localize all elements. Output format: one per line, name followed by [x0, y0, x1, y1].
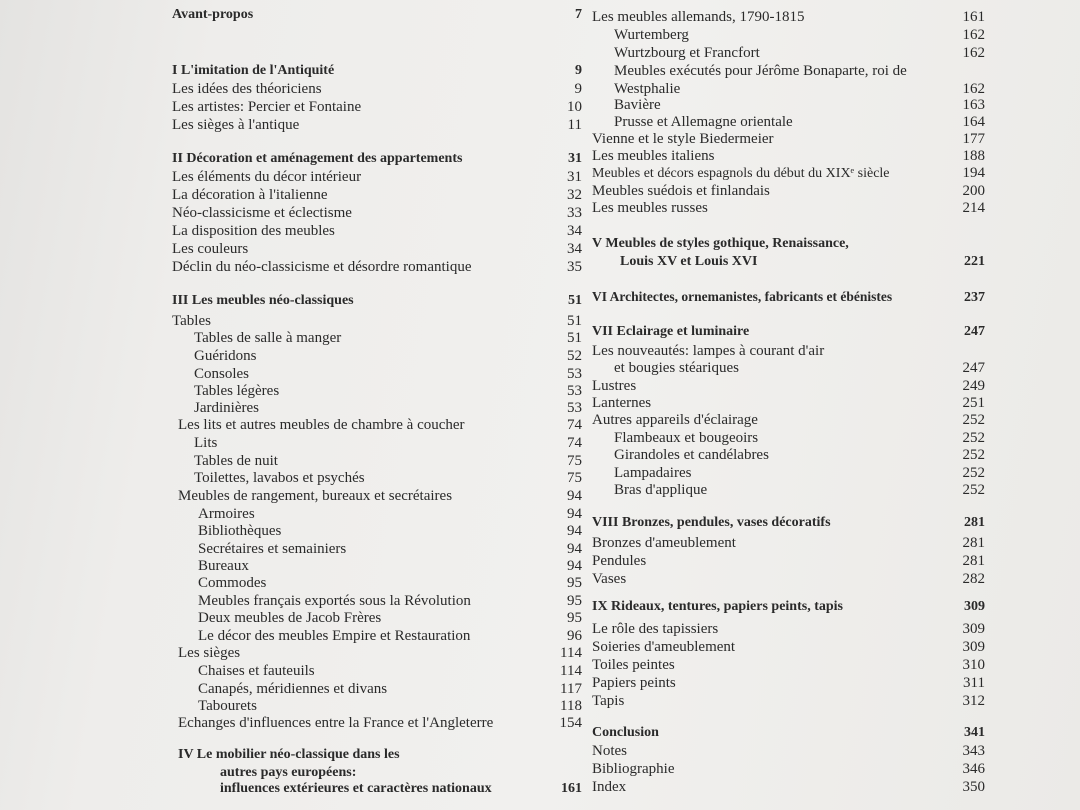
entry-page: 194 [962, 165, 985, 181]
section-title: IX Rideaux, tentures, papiers peints, tapis [592, 599, 843, 614]
toc-entry [592, 113, 985, 131]
entry-title: Bibliographie [592, 761, 675, 777]
entry-title: Bronzes d'ameublement [592, 535, 736, 551]
entry-title: La décoration à l'italienne [172, 187, 328, 203]
entry-title: Les lits et autres meubles de chambre à coucher [178, 417, 465, 433]
entry-page: 53 [567, 366, 582, 382]
toc-section-7 [592, 323, 985, 341]
entry-page: 252 [962, 430, 985, 446]
entry-page: 114 [560, 663, 582, 679]
entry-title: Toiles peintes [592, 657, 675, 673]
toc-entry [172, 505, 582, 523]
toc-entry [172, 186, 582, 204]
section-title: Conclusion [592, 725, 659, 740]
toc-entry [592, 534, 985, 552]
entry-title: Pendules [592, 553, 647, 569]
toc-section-3 [172, 292, 582, 310]
entry-page: 114 [560, 645, 582, 661]
toc-entry [172, 204, 582, 222]
section-title: III Les meubles néo-classiques [172, 293, 354, 308]
entry-title: Index [592, 779, 627, 795]
toc-entry [592, 760, 985, 778]
entry-title: Papiers peints [592, 675, 676, 691]
section-page: 51 [568, 293, 582, 308]
toc-entry [172, 540, 582, 558]
toc-entry [172, 557, 582, 575]
entry-title: Les meubles allemands, 1790-1815 [592, 9, 805, 25]
entry-title: Echanges d'influences entre la France et l'Angleterre [178, 715, 494, 731]
section-page: 309 [964, 599, 985, 614]
entry-title: Autres appareils d'éclairage [592, 412, 758, 428]
toc-section-1 [172, 62, 582, 80]
toc-entry [592, 147, 985, 165]
entry-page: 282 [962, 571, 985, 587]
entry-title: Notes [592, 743, 627, 759]
entry-page: 249 [962, 378, 985, 394]
entry-title: Guéridons [194, 348, 257, 364]
entry-title: Le décor des meubles Empire et Restauration [198, 628, 471, 644]
entry-page: 312 [962, 693, 985, 709]
toc-entry [592, 446, 985, 464]
toc-entry [592, 164, 985, 182]
entry-page: 343 [962, 743, 985, 759]
entry-page: 53 [567, 400, 582, 416]
toc-section-5-line1 [592, 235, 985, 253]
entry-page: 162 [962, 81, 985, 97]
entry-title: Meubles exécutés pour Jérôme Bonaparte, roi de [614, 63, 907, 79]
entry-page: 33 [567, 205, 582, 221]
entry-title: Tables légères [194, 383, 280, 399]
toc-entry [592, 674, 985, 692]
toc-entry [592, 638, 985, 656]
entry-page: 31 [567, 169, 582, 185]
toc-section-8 [592, 514, 985, 532]
entry-page: 35 [567, 259, 582, 275]
entry-page: 177 [962, 131, 985, 147]
entry-page: 188 [962, 148, 985, 164]
entry-title: Meubles et décors espagnols du début du XIXᵉ siècle [592, 166, 890, 181]
toc-entry [172, 662, 582, 680]
entry-title: Meubles de rangement, bureaux et secrétaires [178, 488, 453, 504]
entry-title: Wurtemberg [614, 27, 689, 43]
toc-entry [172, 434, 582, 452]
entry-page: 118 [560, 698, 582, 714]
entry-title: Consoles [194, 366, 250, 382]
entry-page: 252 [962, 447, 985, 463]
toc-entry [592, 411, 985, 429]
toc-entry [592, 377, 985, 395]
toc-entry [172, 522, 582, 540]
toc-entry [172, 347, 582, 365]
entry-page: 200 [962, 183, 985, 199]
toc-entry [172, 240, 582, 258]
entry-page: 350 [962, 779, 985, 795]
entry-page: 96 [567, 628, 582, 644]
entry-page: 247 [962, 360, 985, 376]
toc-entry [592, 44, 985, 62]
entry-title: Les éléments du décor intérieur [172, 169, 362, 185]
entry-page: 74 [567, 435, 582, 451]
entry-page: 94 [567, 541, 582, 557]
entry-page: 75 [567, 453, 582, 469]
toc-entry [172, 627, 582, 645]
section-page: 341 [964, 725, 985, 740]
entry-title: Les couleurs [172, 241, 249, 257]
entry-title: Avant-propos [172, 7, 254, 22]
entry-title: Soieries d'ameublement [592, 639, 736, 655]
entry-title: Les sièges à l'antique [172, 117, 300, 133]
toc-entry [592, 620, 985, 638]
entry-page: 10 [567, 99, 582, 115]
entry-title: Lustres [592, 378, 637, 394]
toc-entry [592, 429, 985, 447]
entry-title: Les idées des théoriciens [172, 81, 322, 97]
section-title: VIII Bronzes, pendules, vases décoratifs [592, 515, 831, 530]
toc-entry [592, 570, 985, 588]
toc-entry [172, 80, 582, 98]
toc-entry [172, 469, 582, 487]
entry-page: 161 [962, 9, 985, 25]
section-page: 281 [964, 515, 985, 530]
entry-page: 11 [567, 117, 582, 133]
entry-title: Les nouveautés: lampes à courant d'air [592, 343, 825, 359]
entry-page: 94 [567, 523, 582, 539]
entry-title: Lits [194, 435, 218, 451]
entry-title: Tabourets [198, 698, 257, 714]
entry-page: 94 [567, 558, 582, 574]
toc-entry [592, 656, 985, 674]
toc-entry [592, 342, 985, 360]
toc-entry [592, 8, 985, 26]
entry-title: Bavière [614, 97, 661, 113]
entry-title: Armoires [198, 506, 255, 522]
section-title-line: autres pays européens: [220, 765, 357, 780]
section-title-line: Louis XV et Louis XVI [620, 254, 758, 269]
entry-page: 75 [567, 470, 582, 486]
entry-page: 281 [962, 553, 985, 569]
entry-title: Le rôle des tapissiers [592, 621, 719, 637]
section-page: 9 [575, 63, 582, 78]
entry-title: Vases [592, 571, 627, 587]
section-page: 161 [561, 781, 582, 796]
entry-title: et bougies stéariques [614, 360, 739, 376]
toc-section-4-line1 [172, 746, 582, 764]
toc-entry [172, 382, 582, 400]
entry-page: 309 [962, 639, 985, 655]
entry-page: 162 [962, 45, 985, 61]
toc-entry [592, 778, 985, 796]
toc-entry [172, 312, 582, 330]
entry-page: 311 [963, 675, 985, 691]
entry-page: 95 [567, 593, 582, 609]
entry-title: Toilettes, lavabos et psychés [194, 470, 365, 486]
entry-page: 309 [962, 621, 985, 637]
toc-entry [172, 714, 582, 732]
entry-page: 163 [962, 97, 985, 113]
entry-page: 34 [567, 241, 582, 257]
entry-title: Les artistes: Percier et Fontaine [172, 99, 362, 115]
toc-entry [592, 692, 985, 710]
entry-title: Commodes [198, 575, 267, 591]
section-title-line: IV Le mobilier néo-classique dans les [178, 747, 400, 762]
entry-title: Néo-classicisme et éclectisme [172, 205, 352, 221]
entry-page: 51 [567, 313, 582, 329]
toc-entry [172, 592, 582, 610]
toc-entry [592, 742, 985, 760]
entry-page: 95 [567, 610, 582, 626]
toc-entry [592, 552, 985, 570]
entry-page: 7 [575, 7, 582, 22]
toc-entry [592, 182, 985, 200]
section-title-line: V Meubles de styles gothique, Renaissance, [592, 236, 849, 251]
toc-section-9 [592, 598, 985, 616]
entry-title: Vienne et le style Biedermeier [592, 131, 774, 147]
entry-title: Tables [172, 313, 211, 329]
entry-title: Les meubles russes [592, 200, 708, 216]
entry-title: Deux meubles de Jacob Frères [198, 610, 382, 626]
toc-entry [592, 359, 985, 377]
toc-entry [592, 26, 985, 44]
entry-title: Westphalie [614, 81, 681, 97]
toc-conclusion [592, 724, 985, 742]
entry-title: Secrétaires et semainiers [198, 541, 347, 557]
toc-section-4-line3 [172, 780, 582, 798]
section-title-line: influences extérieures et caractères nationaux [220, 781, 492, 796]
section-title: VII Eclairage et luminaire [592, 324, 750, 339]
entry-title: Jardinières [194, 400, 259, 416]
entry-page: 52 [567, 348, 582, 364]
section-title: II Décoration et aménagement des appartements [172, 151, 463, 166]
entry-page: 251 [962, 395, 985, 411]
entry-title: Meubles français exportés sous la Révolution [198, 593, 471, 609]
entry-page: 252 [962, 482, 985, 498]
toc-entry [172, 574, 582, 592]
entry-title: Canapés, méridiennes et divans [198, 681, 388, 697]
entry-page: 164 [962, 114, 985, 130]
entry-page: 310 [962, 657, 985, 673]
entry-title: Bureaux [198, 558, 249, 574]
entry-page: 94 [567, 488, 582, 504]
toc-entry [172, 98, 582, 116]
toc-entry-avant-propos [172, 6, 582, 24]
entry-title: Tapis [592, 693, 625, 709]
entry-page: 214 [962, 200, 985, 216]
entry-title: Flambeaux et bougeoirs [614, 430, 759, 446]
toc-entry [172, 258, 582, 276]
entry-title: Tables de nuit [194, 453, 278, 469]
entry-title: Girandoles et candélabres [614, 447, 769, 463]
section-title: I L'imitation de l'Antiquité [172, 63, 335, 78]
toc-section-6 [592, 288, 985, 306]
entry-title: Wurtzbourg et Francfort [614, 45, 760, 61]
toc-entry [172, 168, 582, 186]
toc-entry [592, 130, 985, 148]
entry-page: 74 [567, 417, 582, 433]
entry-page: 95 [567, 575, 582, 591]
entry-page: 346 [962, 761, 985, 777]
entry-title: Tables de salle à manger [194, 330, 342, 346]
entry-page: 281 [962, 535, 985, 551]
entry-page: 252 [962, 465, 985, 481]
entry-page: 51 [567, 330, 582, 346]
section-page: 31 [568, 151, 582, 166]
toc-entry [172, 487, 582, 505]
toc-entry [172, 416, 582, 434]
entry-page: 162 [962, 27, 985, 43]
toc-entry [592, 62, 985, 80]
entry-page: 32 [567, 187, 582, 203]
entry-page: 53 [567, 383, 582, 399]
section-title: VI Architectes, ornemanistes, fabricants et ébénistes [592, 289, 893, 304]
entry-title: Bras d'applique [614, 482, 708, 498]
entry-title: Les meubles italiens [592, 148, 715, 164]
toc-entry [172, 697, 582, 715]
entry-page: 117 [560, 681, 582, 697]
toc-section-2 [172, 150, 582, 168]
entry-page: 154 [559, 715, 582, 731]
toc-entry [172, 609, 582, 627]
toc-section-5-line2 [592, 253, 985, 271]
entry-title: Lampadaires [614, 465, 692, 481]
entry-title: Chaises et fauteuils [198, 663, 315, 679]
entry-title: Les sièges [178, 645, 241, 661]
section-page: 221 [964, 254, 985, 269]
toc-entry [592, 199, 985, 217]
toc-entry [172, 680, 582, 698]
entry-page: 34 [567, 223, 582, 239]
entry-title: La disposition des meubles [172, 223, 335, 239]
entry-page: 9 [574, 81, 582, 97]
entry-page: 252 [962, 412, 985, 428]
entry-page: 94 [567, 506, 582, 522]
toc-entry [172, 116, 582, 134]
toc-entry [172, 644, 582, 662]
toc-entry [172, 452, 582, 470]
entry-title: Bibliothèques [198, 523, 282, 539]
entry-title: Lanternes [592, 395, 652, 411]
toc-entry [592, 464, 985, 482]
toc-entry [592, 96, 985, 114]
toc-entry [172, 365, 582, 383]
section-page: 247 [964, 324, 985, 339]
entry-title: Déclin du néo-classicisme et désordre romantique [172, 259, 472, 275]
toc-entry [172, 222, 582, 240]
entry-title: Meubles suédois et finlandais [592, 183, 770, 199]
toc-entry [172, 329, 582, 347]
entry-title: Prusse et Allemagne orientale [614, 114, 793, 130]
toc-entry [172, 399, 582, 417]
toc-entry [592, 394, 985, 412]
toc-entry [592, 481, 985, 499]
section-page: 237 [964, 290, 985, 305]
